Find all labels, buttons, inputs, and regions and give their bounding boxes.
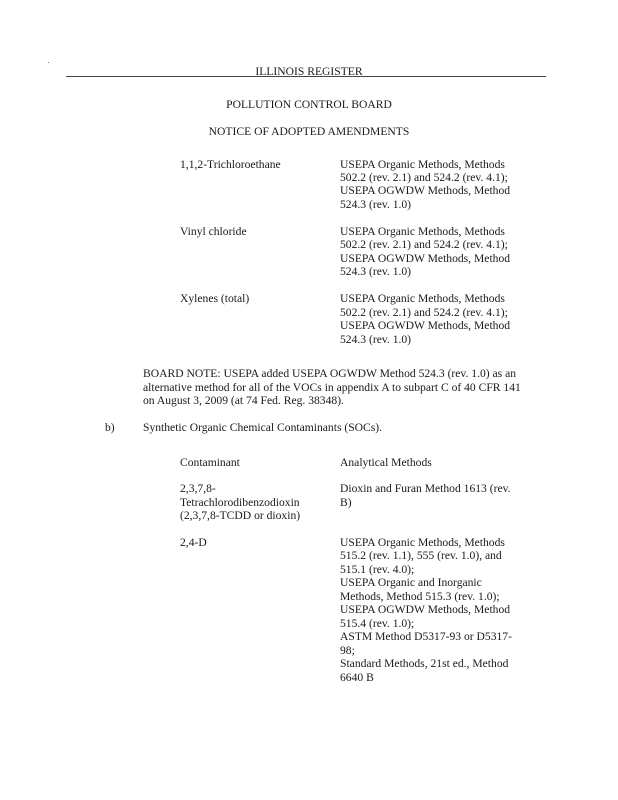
register-title: ILLINOIS REGISTER — [255, 65, 363, 78]
section-title: Synthetic Organic Chemical Contaminants (SOCs). — [143, 421, 383, 434]
column-header-methods: Analytical Methods — [340, 456, 432, 469]
method-line: Methods, Method 515.3 (rev. 1.0); — [340, 590, 500, 603]
method-line: USEPA Organic Methods, Methods — [340, 536, 505, 549]
board-note-line: BOARD NOTE: USEPA added USEPA OGWDW Method 524.3 (rev. 1.0) as an — [143, 367, 517, 380]
scan-speck — [48, 62, 49, 63]
method-line: USEPA Organic Methods, Methods — [340, 225, 505, 238]
method-line: Dioxin and Furan Method 1613 (rev. — [340, 482, 511, 495]
contaminant-line: 2,3,7,8- — [180, 482, 216, 495]
contaminant-line: (2,3,7,8-TCDD or dioxin) — [180, 509, 301, 522]
method-line: Standard Methods, 21st ed., Method — [340, 657, 509, 670]
method-line: 502.2 (rev. 2.1) and 524.2 (rev. 4.1); — [340, 306, 508, 319]
section-label: b) — [105, 421, 115, 434]
method-line: USEPA OGWDW Methods, Method — [340, 319, 511, 332]
method-line: USEPA Organic Methods, Methods — [340, 158, 505, 171]
method-line: 515.4 (rev. 1.0); — [340, 617, 415, 630]
contaminant-name: Xylenes (total) — [180, 292, 250, 305]
method-line: 515.1 (rev. 4.0); — [340, 563, 415, 576]
method-line: USEPA OGWDW Methods, Method — [340, 252, 511, 265]
method-line: 98; — [340, 644, 355, 657]
method-line: B) — [340, 496, 352, 509]
method-line: USEPA Organic Methods, Methods — [340, 292, 505, 305]
column-header-contaminant: Contaminant — [180, 456, 240, 469]
method-line: 524.3 (rev. 1.0) — [340, 265, 412, 278]
contaminant-name: 1,1,2-Trichloroethane — [180, 158, 281, 171]
method-line: ASTM Method D5317-93 or D5317- — [340, 630, 512, 643]
method-line: 524.3 (rev. 1.0) — [340, 333, 412, 346]
contaminant-name: Vinyl chloride — [180, 225, 247, 238]
method-line: 515.2 (rev. 1.1), 555 (rev. 1.0), and — [340, 549, 502, 562]
method-line: 502.2 (rev. 2.1) and 524.2 (rev. 4.1); — [340, 238, 508, 251]
board-name: POLLUTION CONTROL BOARD — [226, 98, 392, 111]
board-note-line: on August 3, 2009 (at 74 Fed. Reg. 38348). — [143, 394, 344, 407]
notice-title: NOTICE OF ADOPTED AMENDMENTS — [208, 125, 410, 138]
method-line: 524.3 (rev. 1.0) — [340, 198, 412, 211]
method-line: 6640 B — [340, 671, 374, 684]
contaminant-line: 2,4-D — [180, 536, 207, 549]
header-rule — [66, 76, 546, 77]
contaminant-line: Tetrachlorodibenzodioxin — [180, 496, 300, 509]
method-line: USEPA OGWDW Methods, Method — [340, 603, 511, 616]
board-note-line: alternative method for all of the VOCs in appendix A to subpart C of 40 CFR 141 — [143, 381, 521, 394]
method-line: USEPA OGWDW Methods, Method — [340, 184, 511, 197]
method-line: 502.2 (rev. 2.1) and 524.2 (rev. 4.1); — [340, 171, 508, 184]
method-line: USEPA Organic and Inorganic — [340, 576, 482, 589]
